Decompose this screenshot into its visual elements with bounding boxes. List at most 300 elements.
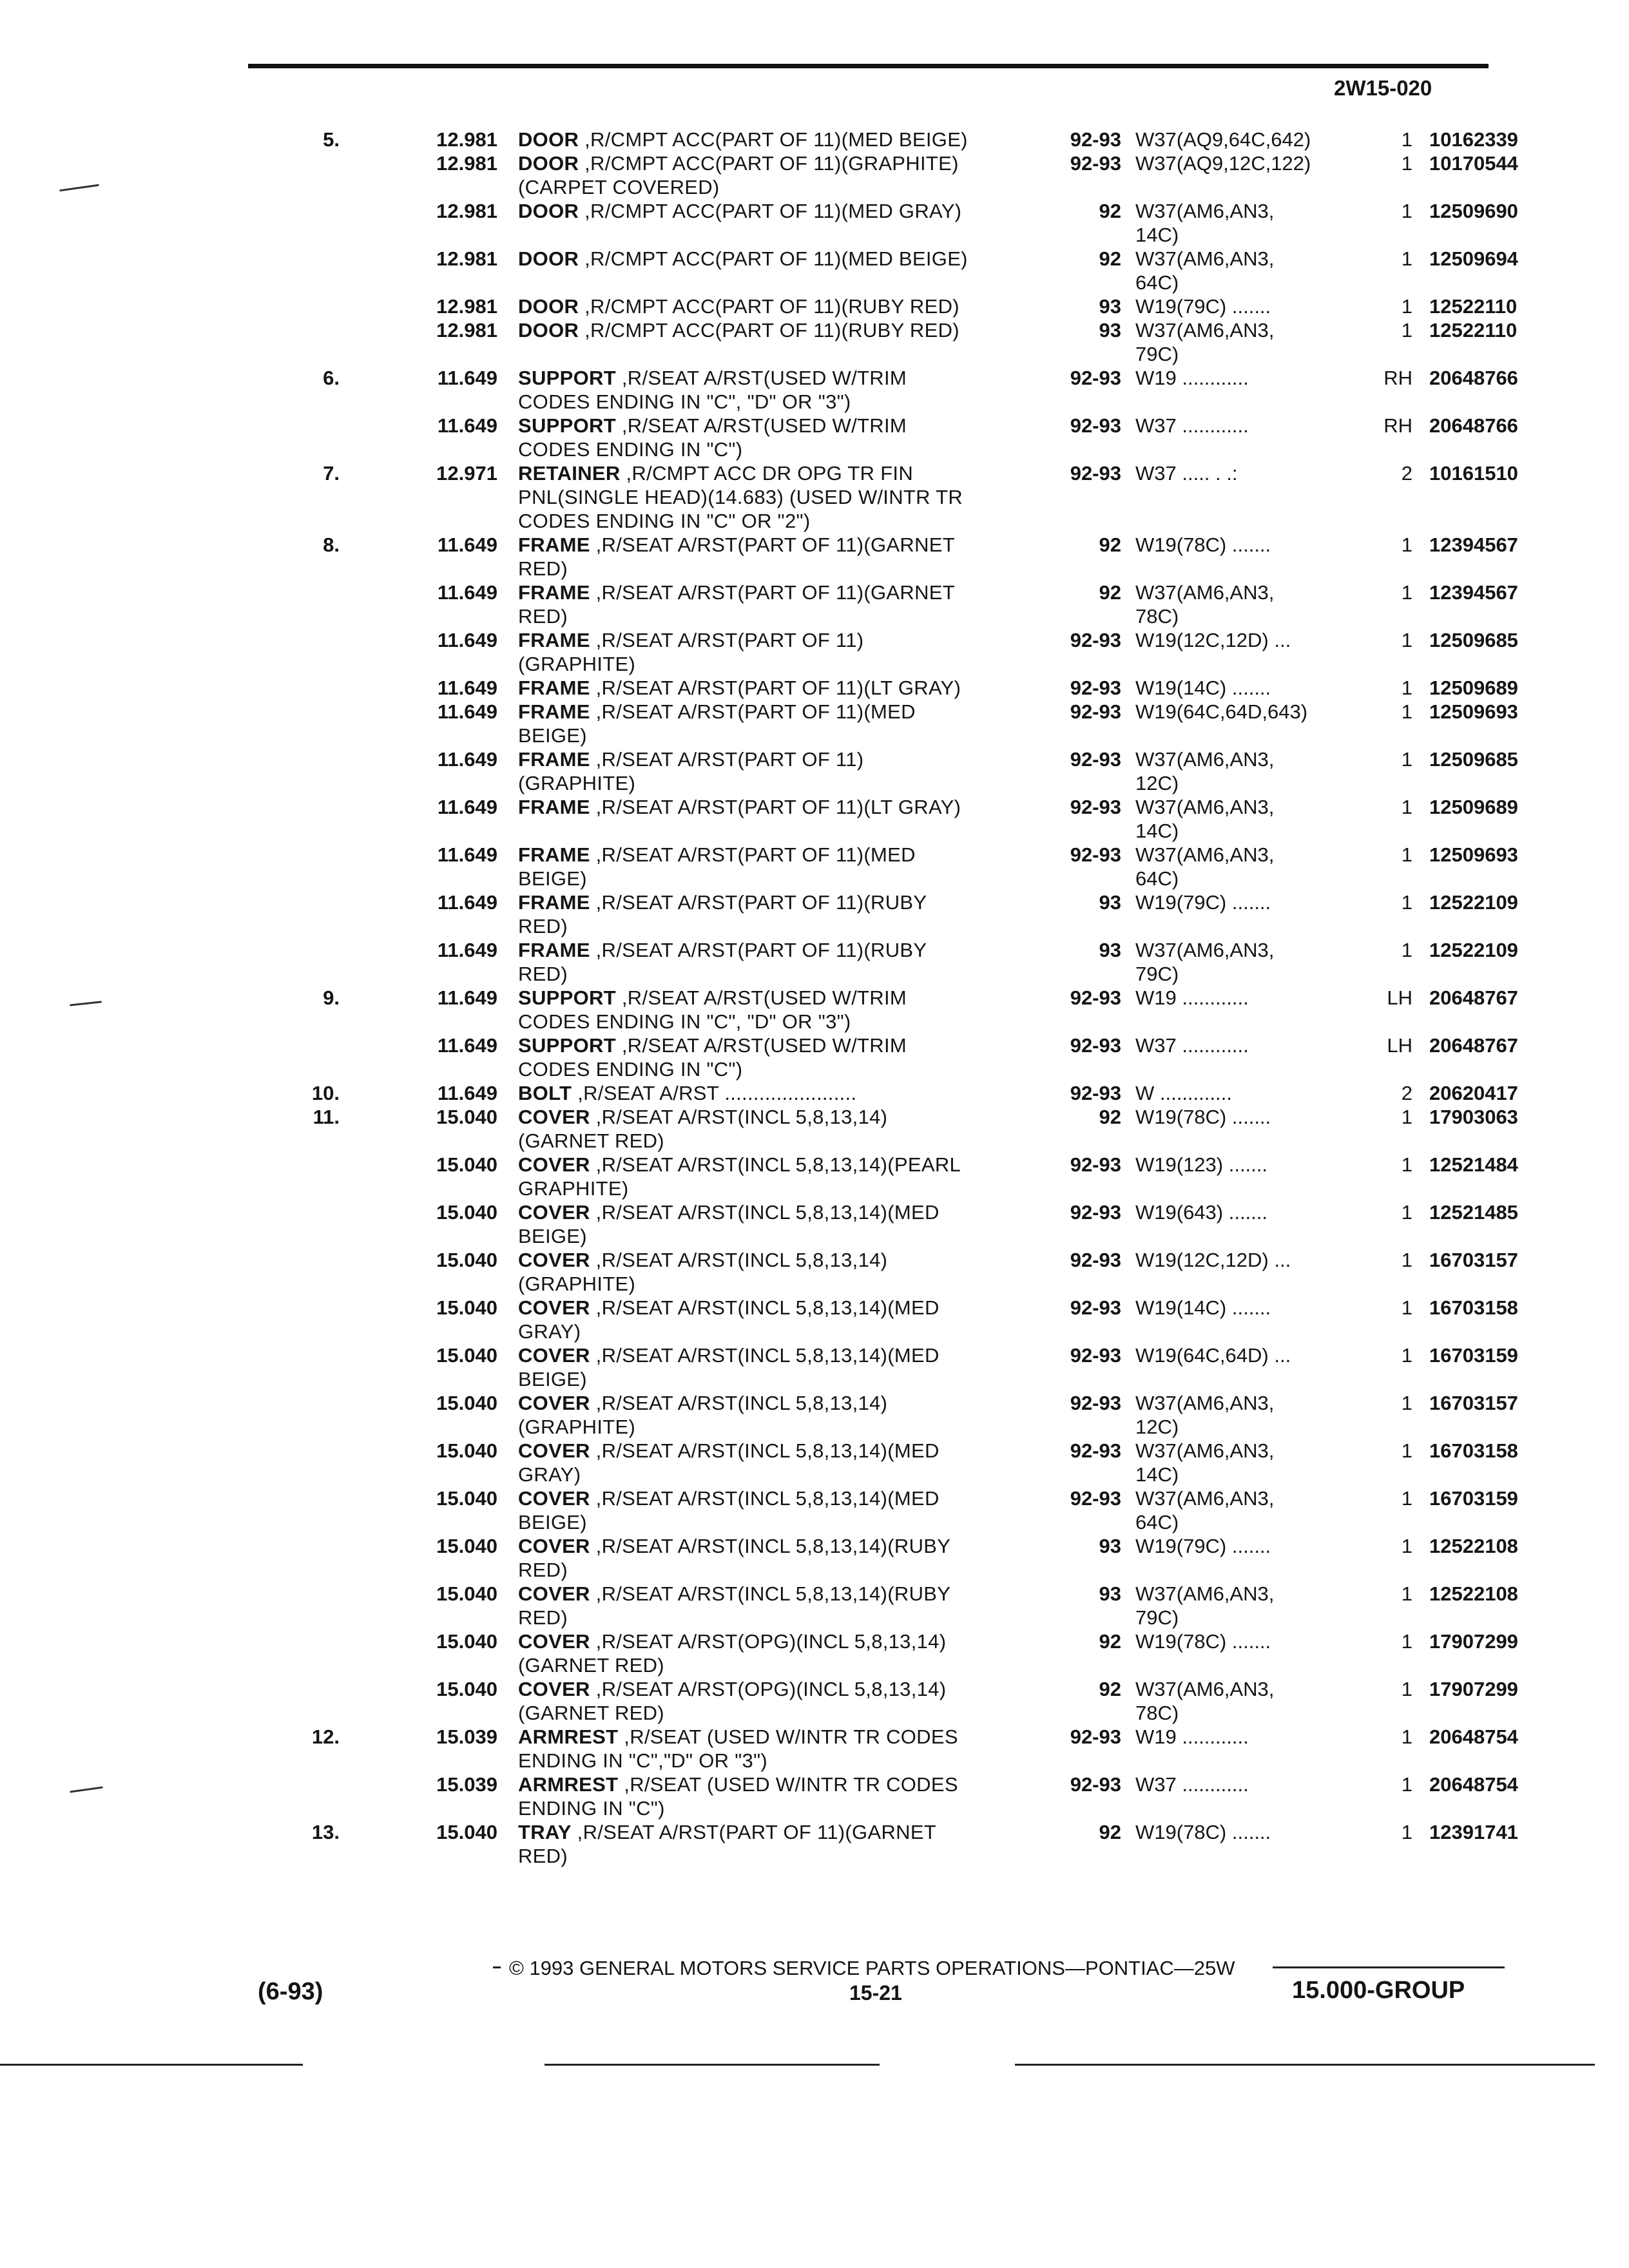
model-code: W19 ............ bbox=[1135, 1725, 1249, 1748]
quantity: 1 bbox=[1401, 128, 1412, 151]
quantity: RH bbox=[1383, 414, 1412, 437]
part-detail: ,R/SEAT (USED W/INTR TR CODES ENDING IN "C","D" OR "3") bbox=[518, 1725, 958, 1772]
part-name: FRAME bbox=[518, 629, 590, 651]
part-name: COVER bbox=[518, 1439, 590, 1462]
quantity: 1 bbox=[1401, 1106, 1412, 1128]
part-name: COVER bbox=[518, 1630, 590, 1653]
table-row bbox=[293, 1725, 1518, 1773]
table-row bbox=[293, 1534, 1518, 1582]
group-number: 15.040 bbox=[436, 1153, 497, 1176]
table-row bbox=[293, 843, 1518, 890]
model-years: 92 bbox=[1099, 247, 1121, 270]
table-row bbox=[293, 986, 1518, 1033]
group-number: 15.040 bbox=[436, 1439, 497, 1462]
binder-mark-3 bbox=[70, 1786, 103, 1792]
part-number: 12509689 bbox=[1429, 677, 1518, 699]
table-row bbox=[293, 1439, 1518, 1486]
description bbox=[518, 1153, 1045, 1200]
part-detail: ,R/SEAT A/RST(OPG)(INCL 5,8,13,14) (GARNET RED) bbox=[518, 1630, 947, 1677]
part-name: FRAME bbox=[518, 939, 590, 961]
table-row bbox=[293, 1820, 1518, 1868]
quantity: 1 bbox=[1401, 1725, 1412, 1748]
part-detail: ,R/SEAT A/RST ....................... bbox=[572, 1082, 857, 1104]
item-number: 12. bbox=[311, 1725, 340, 1748]
model-years: 93 bbox=[1099, 1582, 1121, 1605]
part-name: FRAME bbox=[518, 748, 590, 771]
item-number: 10. bbox=[311, 1082, 340, 1104]
quantity: 1 bbox=[1401, 1535, 1412, 1557]
part-number: 12522108 bbox=[1429, 1582, 1518, 1605]
group-number: 15.040 bbox=[436, 1344, 497, 1367]
part-number: 10170544 bbox=[1429, 152, 1518, 175]
model-years: 92-93 bbox=[1070, 1725, 1121, 1748]
table-row bbox=[293, 1248, 1518, 1296]
description bbox=[518, 199, 1045, 223]
part-number: 12509689 bbox=[1429, 796, 1518, 818]
group-number: 11.649 bbox=[437, 891, 497, 914]
table-row bbox=[293, 676, 1518, 700]
part-detail: ,R/SEAT A/RST(PART OF 11)(RUBY RED) bbox=[518, 939, 927, 985]
part-detail: ,R/SEAT A/RST(PART OF 11) (GRAPHITE) bbox=[518, 629, 864, 675]
part-detail: ,R/SEAT A/RST(INCL 5,8,13,14)(MED GRAY) bbox=[518, 1439, 940, 1486]
group-number: 11.649 bbox=[437, 939, 497, 961]
description bbox=[518, 938, 1045, 986]
description bbox=[518, 366, 1045, 414]
quantity: 1 bbox=[1401, 1201, 1412, 1224]
part-name: BOLT bbox=[518, 1082, 572, 1104]
quantity: 1 bbox=[1401, 1153, 1412, 1176]
description bbox=[518, 151, 1045, 199]
model-years: 92-93 bbox=[1070, 414, 1121, 437]
group-number: 12.981 bbox=[436, 247, 497, 270]
quantity: 1 bbox=[1401, 1582, 1412, 1605]
item-number: 8. bbox=[323, 533, 340, 556]
part-detail: ,R/SEAT A/RST(INCL 5,8,13,14) (GRAPHITE) bbox=[518, 1392, 888, 1438]
quantity: RH bbox=[1383, 367, 1412, 389]
model-code: W37 ............ bbox=[1135, 414, 1249, 437]
part-name: COVER bbox=[518, 1535, 590, 1557]
part-number: 12394567 bbox=[1429, 581, 1518, 604]
table-row bbox=[293, 1629, 1518, 1677]
table-row bbox=[293, 890, 1518, 938]
table-row bbox=[293, 1296, 1518, 1343]
group-number: 11.649 bbox=[437, 629, 497, 651]
group-number: 15.040 bbox=[436, 1535, 497, 1557]
item-number: 11. bbox=[313, 1106, 340, 1128]
binder-mark-1 bbox=[59, 184, 99, 192]
model-years: 92-93 bbox=[1070, 1487, 1121, 1510]
table-row bbox=[293, 747, 1518, 795]
model-years: 92 bbox=[1099, 1630, 1121, 1653]
model-years: 92-93 bbox=[1070, 367, 1121, 389]
footer-rule-left bbox=[493, 1966, 501, 1968]
model-years: 92 bbox=[1099, 533, 1121, 556]
part-name: DOOR bbox=[518, 128, 579, 151]
model-years: 92-93 bbox=[1070, 1439, 1121, 1462]
model-code: W19 ............ bbox=[1135, 367, 1249, 389]
description bbox=[518, 247, 1045, 271]
model-years: 92-93 bbox=[1070, 1392, 1121, 1414]
model-years: 92-93 bbox=[1070, 1082, 1121, 1104]
part-number: 20648754 bbox=[1429, 1773, 1518, 1796]
model-code: W19(12C,12D) ... bbox=[1135, 1249, 1291, 1271]
model-code: W19 ............ bbox=[1135, 986, 1249, 1009]
part-detail: ,R/SEAT A/RST(PART OF 11)(GARNET RED) bbox=[518, 533, 955, 580]
part-detail: ,R/CMPT ACC(PART OF 11)(GRAPHITE) (CARPET COVERED) bbox=[518, 152, 959, 198]
group-number: 15.040 bbox=[436, 1201, 497, 1224]
quantity: 1 bbox=[1401, 796, 1412, 818]
model-code: W19(643) ....... bbox=[1135, 1201, 1268, 1224]
part-detail: ,R/SEAT A/RST(USED W/TRIM CODES ENDING IN "C") bbox=[518, 1034, 907, 1081]
part-number: 12522109 bbox=[1429, 891, 1518, 914]
description bbox=[518, 843, 1045, 890]
quantity: 1 bbox=[1401, 1630, 1412, 1653]
table-row bbox=[293, 1486, 1518, 1534]
model-code: W19(79C) ....... bbox=[1135, 295, 1271, 318]
model-code: W19(79C) ....... bbox=[1135, 891, 1271, 914]
description bbox=[518, 986, 1045, 1033]
description bbox=[518, 890, 1045, 938]
part-number: 12522110 bbox=[1429, 319, 1518, 341]
group-number: 15.040 bbox=[436, 1630, 497, 1653]
description bbox=[518, 700, 1045, 747]
part-detail: ,R/CMPT ACC(PART OF 11)(RUBY RED) bbox=[579, 295, 959, 318]
part-detail: ,R/SEAT A/RST(PART OF 11)(RUBY RED) bbox=[518, 891, 927, 937]
quantity: LH bbox=[1387, 986, 1412, 1009]
quantity: 1 bbox=[1401, 891, 1412, 914]
model-years: 92 bbox=[1099, 1678, 1121, 1700]
quantity: 1 bbox=[1401, 629, 1412, 651]
model-years: 92-93 bbox=[1070, 796, 1121, 818]
table-row bbox=[293, 1773, 1518, 1820]
quantity: 2 bbox=[1401, 1082, 1412, 1104]
part-number: 12521485 bbox=[1429, 1201, 1518, 1224]
part-detail: ,R/SEAT A/RST(USED W/TRIM CODES ENDING IN "C") bbox=[518, 414, 907, 461]
item-number: 7. bbox=[323, 462, 340, 485]
part-detail: ,R/SEAT A/RST(INCL 5,8,13,14) (GARNET RED) bbox=[518, 1106, 888, 1152]
table-row bbox=[293, 247, 1518, 294]
bottom-rule-3 bbox=[1015, 2064, 1595, 2066]
model-years: 92-93 bbox=[1070, 462, 1121, 485]
quantity: 2 bbox=[1401, 462, 1412, 485]
part-number: 16703159 bbox=[1429, 1487, 1518, 1510]
model-years: 92-93 bbox=[1070, 986, 1121, 1009]
model-years: 92-93 bbox=[1070, 1034, 1121, 1057]
group-number: 15.040 bbox=[436, 1678, 497, 1700]
quantity: 1 bbox=[1401, 1821, 1412, 1843]
group-number: 11.649 bbox=[437, 796, 497, 818]
part-number: 10162339 bbox=[1429, 128, 1518, 151]
description bbox=[518, 1486, 1045, 1534]
footer-date: (6-93) bbox=[258, 1978, 323, 2005]
group-number: 11.649 bbox=[437, 748, 497, 771]
part-name: COVER bbox=[518, 1678, 590, 1700]
part-detail: ,R/SEAT A/RST(OPG)(INCL 5,8,13,14) (GARNET RED) bbox=[518, 1678, 947, 1724]
part-detail: ,R/SEAT A/RST(PART OF 11)(LT GRAY) bbox=[590, 796, 961, 818]
table-row bbox=[293, 151, 1518, 199]
model-years: 92 bbox=[1099, 1821, 1121, 1843]
description bbox=[518, 1439, 1045, 1486]
description bbox=[518, 1200, 1045, 1248]
description bbox=[518, 628, 1045, 676]
quantity: 1 bbox=[1401, 677, 1412, 699]
group-number: 12.971 bbox=[436, 462, 497, 485]
group-number: 11.649 bbox=[437, 1082, 497, 1104]
description bbox=[518, 533, 1045, 581]
item-number: 13. bbox=[311, 1821, 340, 1843]
part-number: 12509693 bbox=[1429, 843, 1518, 866]
description bbox=[518, 1033, 1045, 1081]
part-detail: ,R/CMPT ACC(PART OF 11)(MED BEIGE) bbox=[579, 128, 968, 151]
part-name: COVER bbox=[518, 1249, 590, 1271]
model-years: 93 bbox=[1099, 891, 1121, 914]
part-detail: ,R/SEAT A/RST(PART OF 11)(MED BEIGE) bbox=[518, 700, 916, 747]
part-number: 16703158 bbox=[1429, 1296, 1518, 1319]
description bbox=[518, 1677, 1045, 1725]
table-row bbox=[293, 795, 1518, 843]
footer-group: 15.000-GROUP bbox=[1292, 1977, 1465, 2004]
part-number: 20648767 bbox=[1429, 1034, 1518, 1057]
table-row bbox=[293, 294, 1518, 318]
model-code: W37 ............ bbox=[1135, 1773, 1249, 1796]
part-number: 17907299 bbox=[1429, 1678, 1518, 1700]
part-number: 20620417 bbox=[1429, 1082, 1518, 1104]
table-row bbox=[293, 533, 1518, 581]
quantity: LH bbox=[1387, 1034, 1412, 1057]
part-detail: ,R/CMPT ACC(PART OF 11)(RUBY RED) bbox=[579, 319, 959, 341]
part-detail: ,R/SEAT A/RST(USED W/TRIM CODES ENDING IN "C", "D" OR "3") bbox=[518, 367, 907, 413]
top-rule bbox=[248, 64, 1489, 68]
group-number: 15.040 bbox=[436, 1249, 497, 1271]
table-row bbox=[293, 318, 1518, 366]
table-row bbox=[293, 1081, 1518, 1105]
model-code: W19(12C,12D) ... bbox=[1135, 629, 1291, 651]
description bbox=[518, 1081, 1045, 1105]
model-code: W37(AM6,AN3, 12C) bbox=[1135, 1392, 1275, 1438]
part-name: FRAME bbox=[518, 700, 590, 723]
part-number: 12391741 bbox=[1429, 1821, 1518, 1843]
quantity: 1 bbox=[1401, 1678, 1412, 1700]
part-number: 20648766 bbox=[1429, 414, 1518, 437]
part-name: TRAY bbox=[518, 1821, 572, 1843]
description bbox=[518, 318, 1045, 342]
group-number: 11.649 bbox=[437, 414, 497, 437]
part-detail: ,R/SEAT A/RST(INCL 5,8,13,14)(MED GRAY) bbox=[518, 1296, 940, 1343]
table-row bbox=[293, 1343, 1518, 1391]
model-code: W19(123) ....... bbox=[1135, 1153, 1268, 1176]
model-years: 92-93 bbox=[1070, 1773, 1121, 1796]
part-number: 12522110 bbox=[1429, 295, 1518, 318]
part-detail: ,R/SEAT A/RST(PART OF 11)(GARNET RED) bbox=[518, 581, 955, 628]
part-name: FRAME bbox=[518, 533, 590, 556]
quantity: 1 bbox=[1401, 1296, 1412, 1319]
model-code: W19(78C) ....... bbox=[1135, 1630, 1271, 1653]
part-name: DOOR bbox=[518, 295, 579, 318]
part-name: FRAME bbox=[518, 581, 590, 604]
description bbox=[518, 128, 1045, 151]
part-name: COVER bbox=[518, 1106, 590, 1128]
model-code: W37(AM6,AN3, 64C) bbox=[1135, 247, 1275, 294]
group-number: 11.649 bbox=[437, 843, 497, 866]
group-number: 15.040 bbox=[436, 1487, 497, 1510]
quantity: 1 bbox=[1401, 1773, 1412, 1796]
part-detail: ,R/CMPT ACC(PART OF 11)(MED BEIGE) bbox=[579, 247, 968, 270]
model-code: W19(78C) ....... bbox=[1135, 533, 1271, 556]
model-code: W37(AM6,AN3, 78C) bbox=[1135, 581, 1275, 628]
quantity: 1 bbox=[1401, 843, 1412, 866]
model-code: W19(79C) ....... bbox=[1135, 1535, 1271, 1557]
model-years: 92-93 bbox=[1070, 1201, 1121, 1224]
group-number: 11.649 bbox=[437, 581, 497, 604]
model-years: 92-93 bbox=[1070, 128, 1121, 151]
part-detail: ,R/SEAT A/RST(PART OF 11)(MED BEIGE) bbox=[518, 843, 916, 890]
description bbox=[518, 1820, 1045, 1868]
quantity: 1 bbox=[1401, 200, 1412, 222]
part-number: 10161510 bbox=[1429, 462, 1518, 485]
description bbox=[518, 1105, 1045, 1153]
bottom-rule-1 bbox=[0, 2064, 303, 2066]
model-years: 92 bbox=[1099, 581, 1121, 604]
group-number: 12.981 bbox=[436, 319, 497, 341]
description bbox=[518, 1629, 1045, 1677]
part-number: 16703157 bbox=[1429, 1392, 1518, 1414]
model-code: W37(AM6,AN3, 79C) bbox=[1135, 1582, 1275, 1629]
parts-table bbox=[293, 128, 1518, 1868]
part-detail: ,R/CMPT ACC DR OPG TR FIN PNL(SINGLE HEAD)(14.683) (USED W/INTR TR CODES ENDING IN "C" OR "2") bbox=[518, 462, 963, 532]
group-number: 15.040 bbox=[436, 1392, 497, 1414]
group-number: 12.981 bbox=[436, 295, 497, 318]
footer-page-number: 15-21 bbox=[849, 1981, 902, 2004]
part-name: FRAME bbox=[518, 843, 590, 866]
model-code: W37(AM6,AN3, 78C) bbox=[1135, 1678, 1275, 1724]
model-code: W19(14C) ....... bbox=[1135, 1296, 1271, 1319]
model-years: 92-93 bbox=[1070, 629, 1121, 651]
model-years: 92-93 bbox=[1070, 1249, 1121, 1271]
model-years: 92-93 bbox=[1070, 152, 1121, 175]
description bbox=[518, 1582, 1045, 1629]
group-number: 11.649 bbox=[437, 533, 497, 556]
quantity: 1 bbox=[1401, 533, 1412, 556]
part-number: 12522109 bbox=[1429, 939, 1518, 961]
part-name: COVER bbox=[518, 1201, 590, 1224]
table-row bbox=[293, 938, 1518, 986]
group-number: 15.040 bbox=[436, 1582, 497, 1605]
part-detail: ,R/SEAT A/RST(INCL 5,8,13,14)(MED BEIGE) bbox=[518, 1344, 940, 1390]
model-years: 93 bbox=[1099, 1535, 1121, 1557]
part-number: 16703159 bbox=[1429, 1344, 1518, 1367]
quantity: 1 bbox=[1401, 1439, 1412, 1462]
model-code: W19(64C,64D,643) bbox=[1135, 700, 1308, 723]
part-name: RETAINER bbox=[518, 462, 621, 485]
part-detail: ,R/SEAT A/RST(INCL 5,8,13,14) (GRAPHITE) bbox=[518, 1249, 888, 1295]
quantity: 1 bbox=[1401, 1249, 1412, 1271]
model-years: 92 bbox=[1099, 1106, 1121, 1128]
part-number: 17903063 bbox=[1429, 1106, 1518, 1128]
table-row bbox=[293, 414, 1518, 461]
description bbox=[518, 1296, 1045, 1343]
group-number: 11.649 bbox=[437, 1034, 497, 1057]
part-name: ARMREST bbox=[518, 1725, 619, 1748]
description bbox=[518, 414, 1045, 461]
part-number: 12521484 bbox=[1429, 1153, 1518, 1176]
table-row bbox=[293, 199, 1518, 247]
group-number: 15.039 bbox=[436, 1725, 497, 1748]
part-name: COVER bbox=[518, 1392, 590, 1414]
description bbox=[518, 747, 1045, 795]
part-number: 12509690 bbox=[1429, 200, 1518, 222]
model-years: 92-93 bbox=[1070, 1344, 1121, 1367]
part-number: 12509685 bbox=[1429, 748, 1518, 771]
quantity: 1 bbox=[1401, 1344, 1412, 1367]
binder-mark-2 bbox=[70, 1001, 102, 1006]
table-row bbox=[293, 581, 1518, 628]
table-row bbox=[293, 1200, 1518, 1248]
part-name: DOOR bbox=[518, 152, 579, 175]
model-years: 92-93 bbox=[1070, 1153, 1121, 1176]
part-number: 12509693 bbox=[1429, 700, 1518, 723]
description bbox=[518, 1343, 1045, 1391]
model-years: 92-93 bbox=[1070, 748, 1121, 771]
model-years: 92 bbox=[1099, 200, 1121, 222]
group-number: 12.981 bbox=[436, 200, 497, 222]
part-number: 12509685 bbox=[1429, 629, 1518, 651]
table-row bbox=[293, 366, 1518, 414]
part-name: SUPPORT bbox=[518, 414, 616, 437]
description bbox=[518, 294, 1045, 318]
model-code: W37(AM6,AN3, 14C) bbox=[1135, 200, 1275, 246]
quantity: 1 bbox=[1401, 295, 1412, 318]
part-name: ARMREST bbox=[518, 1773, 619, 1796]
part-number: 17907299 bbox=[1429, 1630, 1518, 1653]
part-number: 12522108 bbox=[1429, 1535, 1518, 1557]
table-row bbox=[293, 1391, 1518, 1439]
model-code: W37(AQ9,12C,122) bbox=[1135, 152, 1311, 175]
description bbox=[518, 1725, 1045, 1773]
description bbox=[518, 1534, 1045, 1582]
group-number: 12.981 bbox=[436, 152, 497, 175]
description bbox=[518, 1773, 1045, 1820]
group-number: 11.649 bbox=[437, 367, 497, 389]
bottom-rule-2 bbox=[545, 2064, 880, 2066]
part-name: COVER bbox=[518, 1582, 590, 1605]
quantity: 1 bbox=[1401, 748, 1412, 771]
part-name: DOOR bbox=[518, 247, 579, 270]
part-number: 16703158 bbox=[1429, 1439, 1518, 1462]
model-years: 93 bbox=[1099, 319, 1121, 341]
part-detail: ,R/SEAT A/RST(INCL 5,8,13,14)(PEARL GRAPHITE) bbox=[518, 1153, 961, 1200]
model-years: 93 bbox=[1099, 939, 1121, 961]
part-number: 16703157 bbox=[1429, 1249, 1518, 1271]
group-number: 15.040 bbox=[436, 1296, 497, 1319]
description bbox=[518, 676, 1045, 700]
part-detail: ,R/SEAT A/RST(INCL 5,8,13,14)(RUBY RED) bbox=[518, 1582, 951, 1629]
quantity: 1 bbox=[1401, 700, 1412, 723]
group-number: 11.649 bbox=[437, 700, 497, 723]
item-number: 9. bbox=[323, 986, 340, 1009]
part-name: COVER bbox=[518, 1153, 590, 1176]
model-code: W19(14C) ....... bbox=[1135, 677, 1271, 699]
table-row bbox=[293, 1105, 1518, 1153]
model-years: 92-93 bbox=[1070, 677, 1121, 699]
model-code: W37 ............ bbox=[1135, 1034, 1249, 1057]
table-row bbox=[293, 128, 1518, 151]
part-name: SUPPORT bbox=[518, 367, 616, 389]
table-row bbox=[293, 1582, 1518, 1629]
model-years: 93 bbox=[1099, 295, 1121, 318]
page-code: 2W15-020 bbox=[1334, 76, 1432, 100]
description bbox=[518, 581, 1045, 628]
part-name: COVER bbox=[518, 1296, 590, 1319]
